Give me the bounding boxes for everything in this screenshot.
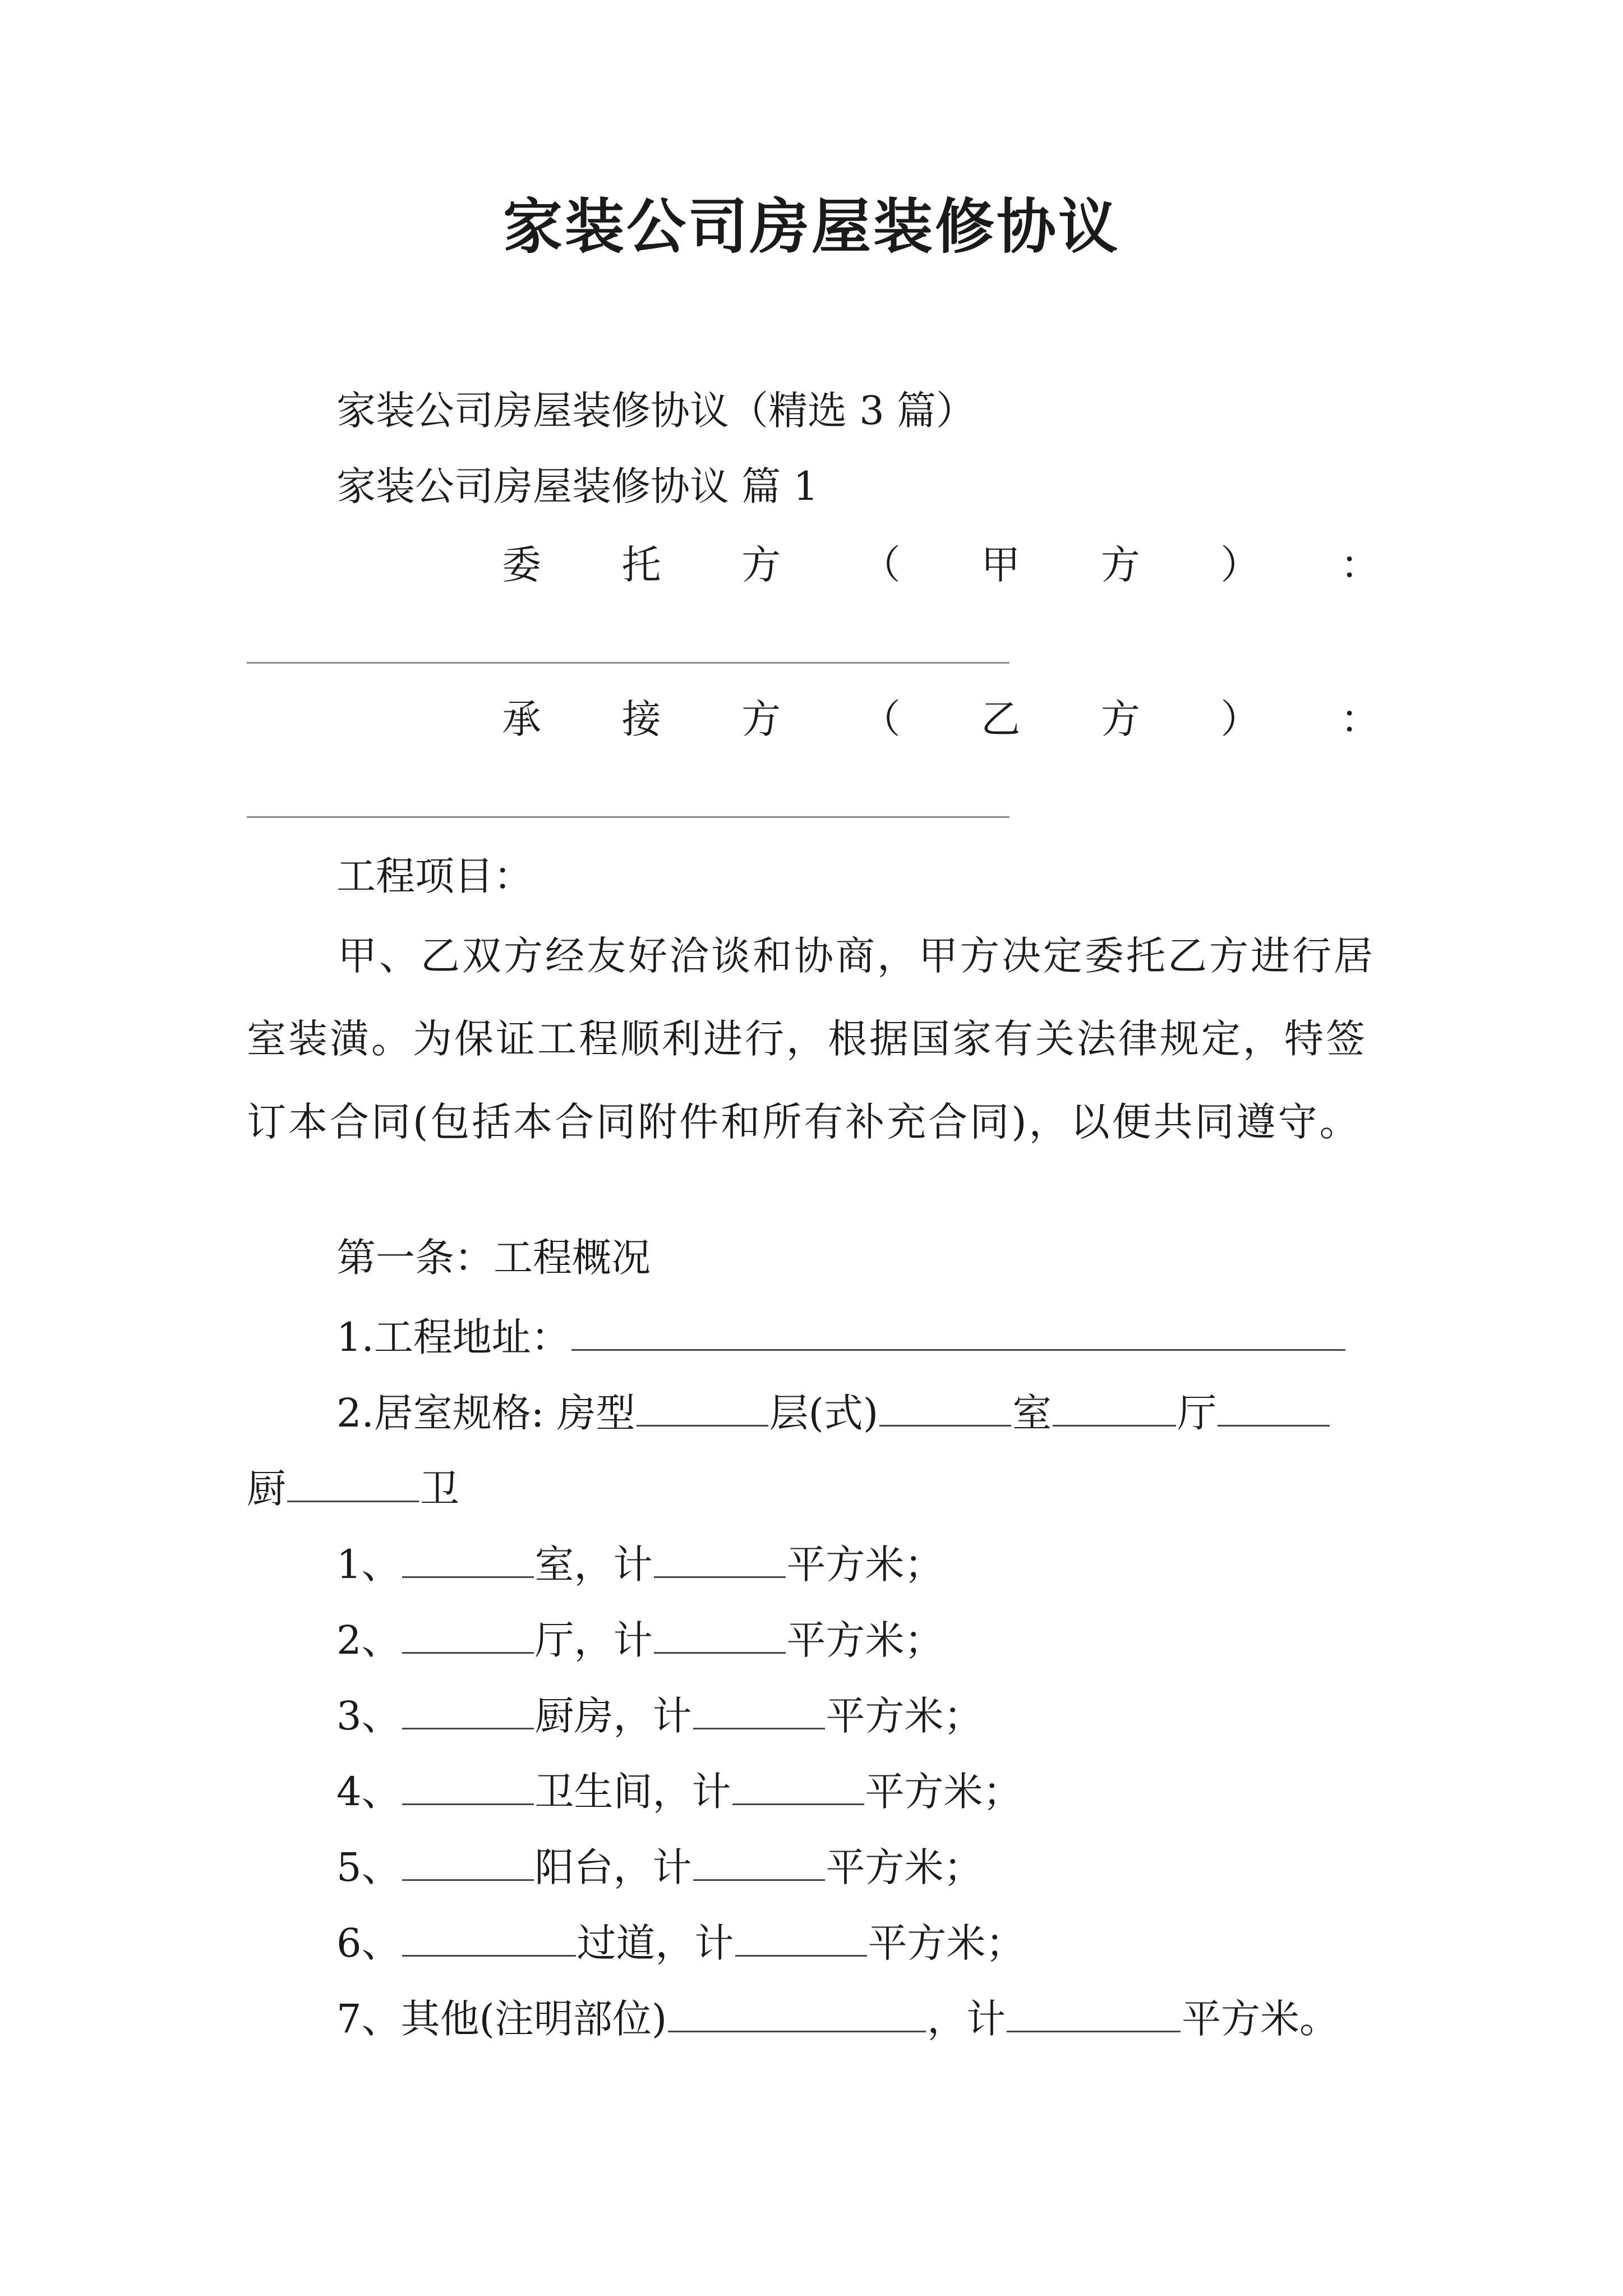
item-unit: 平方米； (826, 1693, 983, 1739)
document-title: 家装公司房屋装修协议 (503, 191, 1120, 261)
spec-room: 室 (1012, 1390, 1052, 1436)
party-b-char: 方 (1100, 696, 1140, 742)
list-item (336, 1916, 1025, 1967)
party-a-char: 方 (1100, 542, 1140, 588)
party-a-char: 托 (621, 542, 661, 588)
item-blank (732, 1764, 864, 1805)
spec-bath: 卫 (420, 1466, 459, 1512)
spec-blank (637, 1386, 768, 1427)
item-blank (654, 1613, 786, 1654)
item-blank (402, 1537, 534, 1578)
item-name: 阳台，计 (534, 1844, 692, 1890)
item-name: 卫生间，计 (534, 1769, 731, 1815)
address-line (336, 1310, 1347, 1361)
item-name: 厅，计 (534, 1617, 653, 1663)
item-blank (693, 1688, 825, 1729)
item-number: 4、 (336, 1769, 401, 1815)
spec-blank (287, 1461, 419, 1502)
item-unit: 平方米。 (1182, 1996, 1339, 2042)
item-blank (402, 1916, 576, 1957)
list-item (336, 1840, 983, 1891)
spec-blank (1053, 1386, 1176, 1427)
item-blank (402, 1613, 534, 1654)
project-label: 工程项目： (336, 853, 533, 899)
address-label: 1.工程地址： (336, 1314, 570, 1360)
party-b-char: （ (861, 696, 901, 742)
item-number: 2、 (336, 1617, 401, 1663)
item-number: 5、 (336, 1844, 401, 1890)
party-a-char: ： (1340, 542, 1380, 588)
party-a-char: 方 (741, 542, 781, 588)
party-b-char: 方 (741, 696, 781, 742)
item-blank (654, 1537, 786, 1578)
item-unit: 平方米； (786, 1617, 944, 1663)
party-b-char: ： (1340, 696, 1380, 742)
party-a-line (247, 541, 1380, 588)
item-blank (693, 1840, 825, 1881)
item-number: 7、 (336, 1996, 401, 2042)
item-number: 3、 (336, 1693, 401, 1739)
item-blank (402, 1840, 534, 1881)
item-blank (735, 1916, 867, 1957)
list-item (336, 1688, 983, 1740)
item-number: 1、 (336, 1542, 401, 1588)
item-unit: 平方米； (865, 1769, 1022, 1815)
article-1-heading: 第一条：工程概况 (336, 1235, 651, 1281)
item-7-mid: ，计 (927, 1996, 1006, 2042)
address-blank (571, 1310, 1345, 1351)
party-a-blank-line (247, 662, 1009, 664)
spec-line (336, 1386, 1331, 1437)
item-unit: 平方米； (786, 1542, 944, 1588)
intro-paragraph: 甲、乙双方经友好洽谈和协商，甲方决定委托乙方进行居室装潢。为保证工程顺利进行，根据国家有关法律规定，特签订本合同(包括本合同附件和所有补充合同)，以便共同遵守。 (247, 933, 1375, 1145)
section-heading: 家装公司房屋装修协议 篇 1 (336, 463, 819, 509)
spec-blank (879, 1386, 1011, 1427)
item-name: 室，计 (534, 1542, 653, 1588)
item-name: 厨房，计 (534, 1693, 692, 1739)
party-b-char: 承 (502, 696, 541, 742)
spec-kitchen: 厨 (247, 1466, 286, 1512)
spec-label: 2.居室规格: 房型 (336, 1390, 635, 1436)
list-item (336, 1537, 944, 1588)
list-item (336, 1991, 1339, 2042)
item-name: 过道，计 (577, 1920, 734, 1966)
party-a-char: ） (1220, 542, 1260, 588)
party-b-char: 接 (621, 696, 661, 742)
item-number: 6、 (336, 1920, 401, 1966)
spec-blank (1218, 1386, 1330, 1427)
party-b-char: ） (1220, 696, 1260, 742)
document-subtitle: 家装公司房屋装修协议（精选 3 篇） (336, 388, 976, 434)
party-a-char: 甲 (981, 542, 1021, 588)
spec-floor: 层(式) (769, 1390, 879, 1436)
list-item (336, 1613, 944, 1664)
party-b-blank-line (247, 816, 1009, 818)
item-7-label: 其他(注明部位) (400, 1996, 667, 2042)
item-blank (668, 1991, 926, 2032)
item-unit: 平方米； (868, 1920, 1025, 1966)
list-item (336, 1764, 1022, 1815)
spec-hall: 厅 (1177, 1390, 1217, 1436)
item-blank (402, 1764, 534, 1805)
spec-line-2 (247, 1461, 459, 1512)
item-blank (1007, 1991, 1181, 2032)
item-blank (402, 1688, 534, 1729)
item-unit: 平方米； (826, 1844, 983, 1890)
party-a-char: 委 (502, 542, 541, 588)
party-b-line (247, 696, 1380, 743)
party-b-char: 乙 (981, 696, 1021, 742)
party-a-char: （ (861, 542, 901, 588)
